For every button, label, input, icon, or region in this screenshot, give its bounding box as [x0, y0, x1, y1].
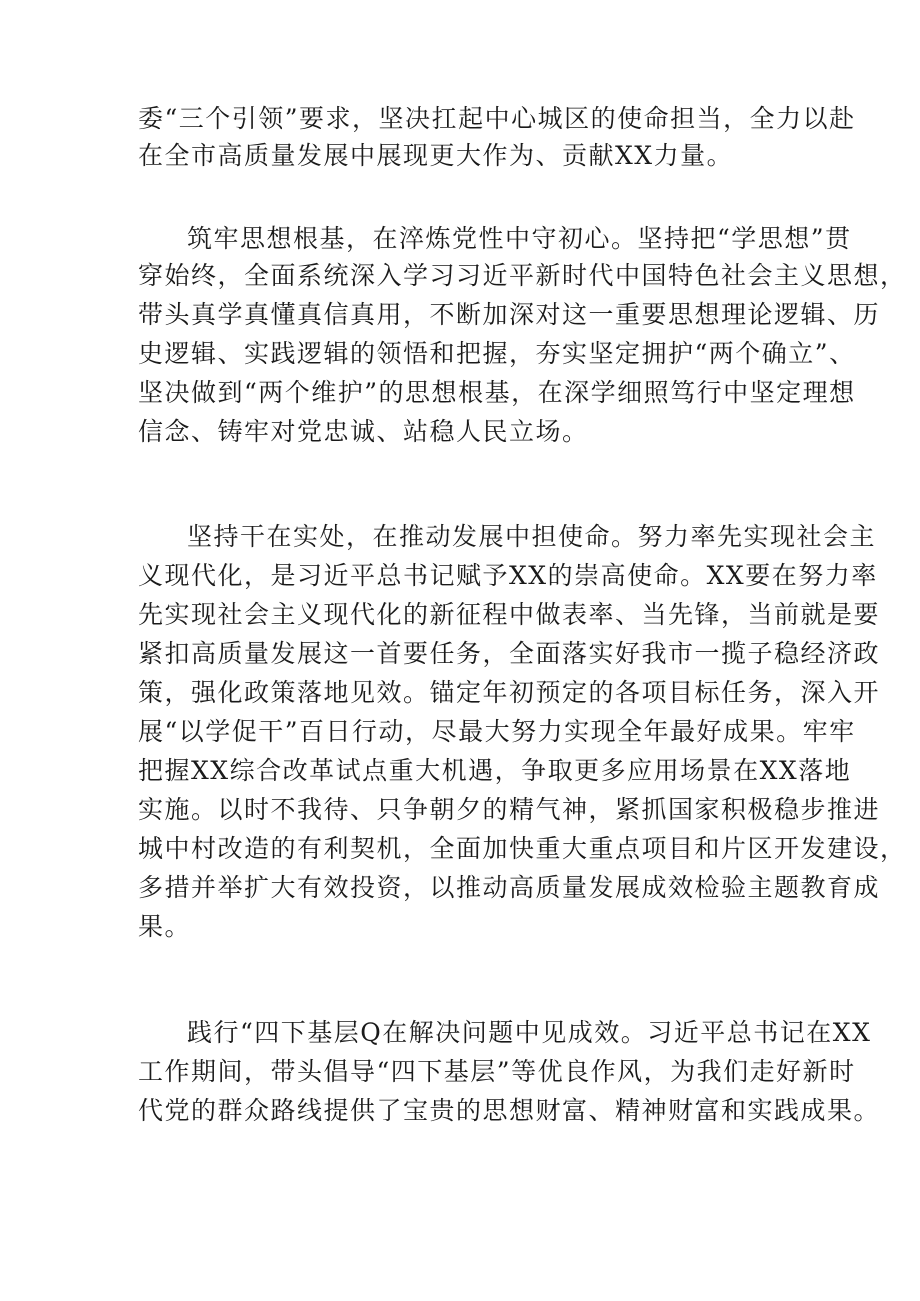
text-line: 史逻辑、实践逻辑的领悟和把握，夯实坚定拥护“两个确立”、	[138, 339, 856, 368]
text-line: 工作期间，带头倡导“四下基层”等优良作风，为我们走好新时	[138, 1057, 856, 1086]
text-line: 践行“四下基层Q在解决问题中见成效。习近平总书记在XX	[187, 1018, 872, 1047]
text-line: 紧扣高质量发展这一首要任务，全面落实好我市一揽子稳经济政	[138, 639, 881, 668]
text-line: 代党的群众路线提供了宝贵的思想财富、精神财富和实践成果。	[138, 1096, 881, 1125]
text-line: 筑牢思想根基，在淬炼党性中守初心。坚持把“学思想”贯	[187, 224, 852, 253]
text-line: 穿始终，全面系统深入学习习近平新时代中国特色社会主义思想，	[138, 261, 907, 290]
text-line: 把握XX综合改革试点重大机遇，争取更多应用场景在XX落地	[138, 756, 852, 785]
text-line: 委“三个引领”要求，坚决扛起中心城区的使命担当，全力以赴	[138, 104, 856, 133]
text-line: 在全市高质量发展中展现更大作为、贡献XX力量。	[138, 141, 734, 170]
text-line: 展“以学促干”百日行动，尽最大努力实现全年最好成果。牢牢	[138, 717, 856, 746]
text-line: 坚持干在实处，在推动发展中担使命。努力率先实现社会主	[187, 522, 877, 551]
text-line: 义现代化，是习近平总书记赋予XX的崇高使命。XX要在努力率	[138, 561, 878, 590]
text-line: 带头真学真懂真信真用，不断加深对这一重要思想理论逻辑、历	[138, 300, 881, 329]
text-line: 果。	[138, 912, 192, 941]
text-line: 坚决做到“两个维护”的思想根基，在深学细照笃行中坚定理想	[138, 378, 856, 407]
text-line: 城中村改造的有利契机，全面加快重大重点项目和片区开发建设，	[138, 834, 907, 863]
text-line: 实施。以时不我待、只争朝夕的精气神，紧抓国家积极稳步推进	[138, 795, 881, 824]
text-line: 策，强化政策落地见效。锚定年初预定的各项目标任务，深入开	[138, 678, 881, 707]
text-line: 信念、铸牢对党忠诚、站稳人民立场。	[138, 417, 589, 446]
text-line: 先实现社会主义现代化的新征程中做表率、当先锋，当前就是要	[138, 600, 881, 629]
text-line: 多措并举扩大有效投资，以推动高质量发展成效检验主题教育成	[138, 873, 881, 902]
